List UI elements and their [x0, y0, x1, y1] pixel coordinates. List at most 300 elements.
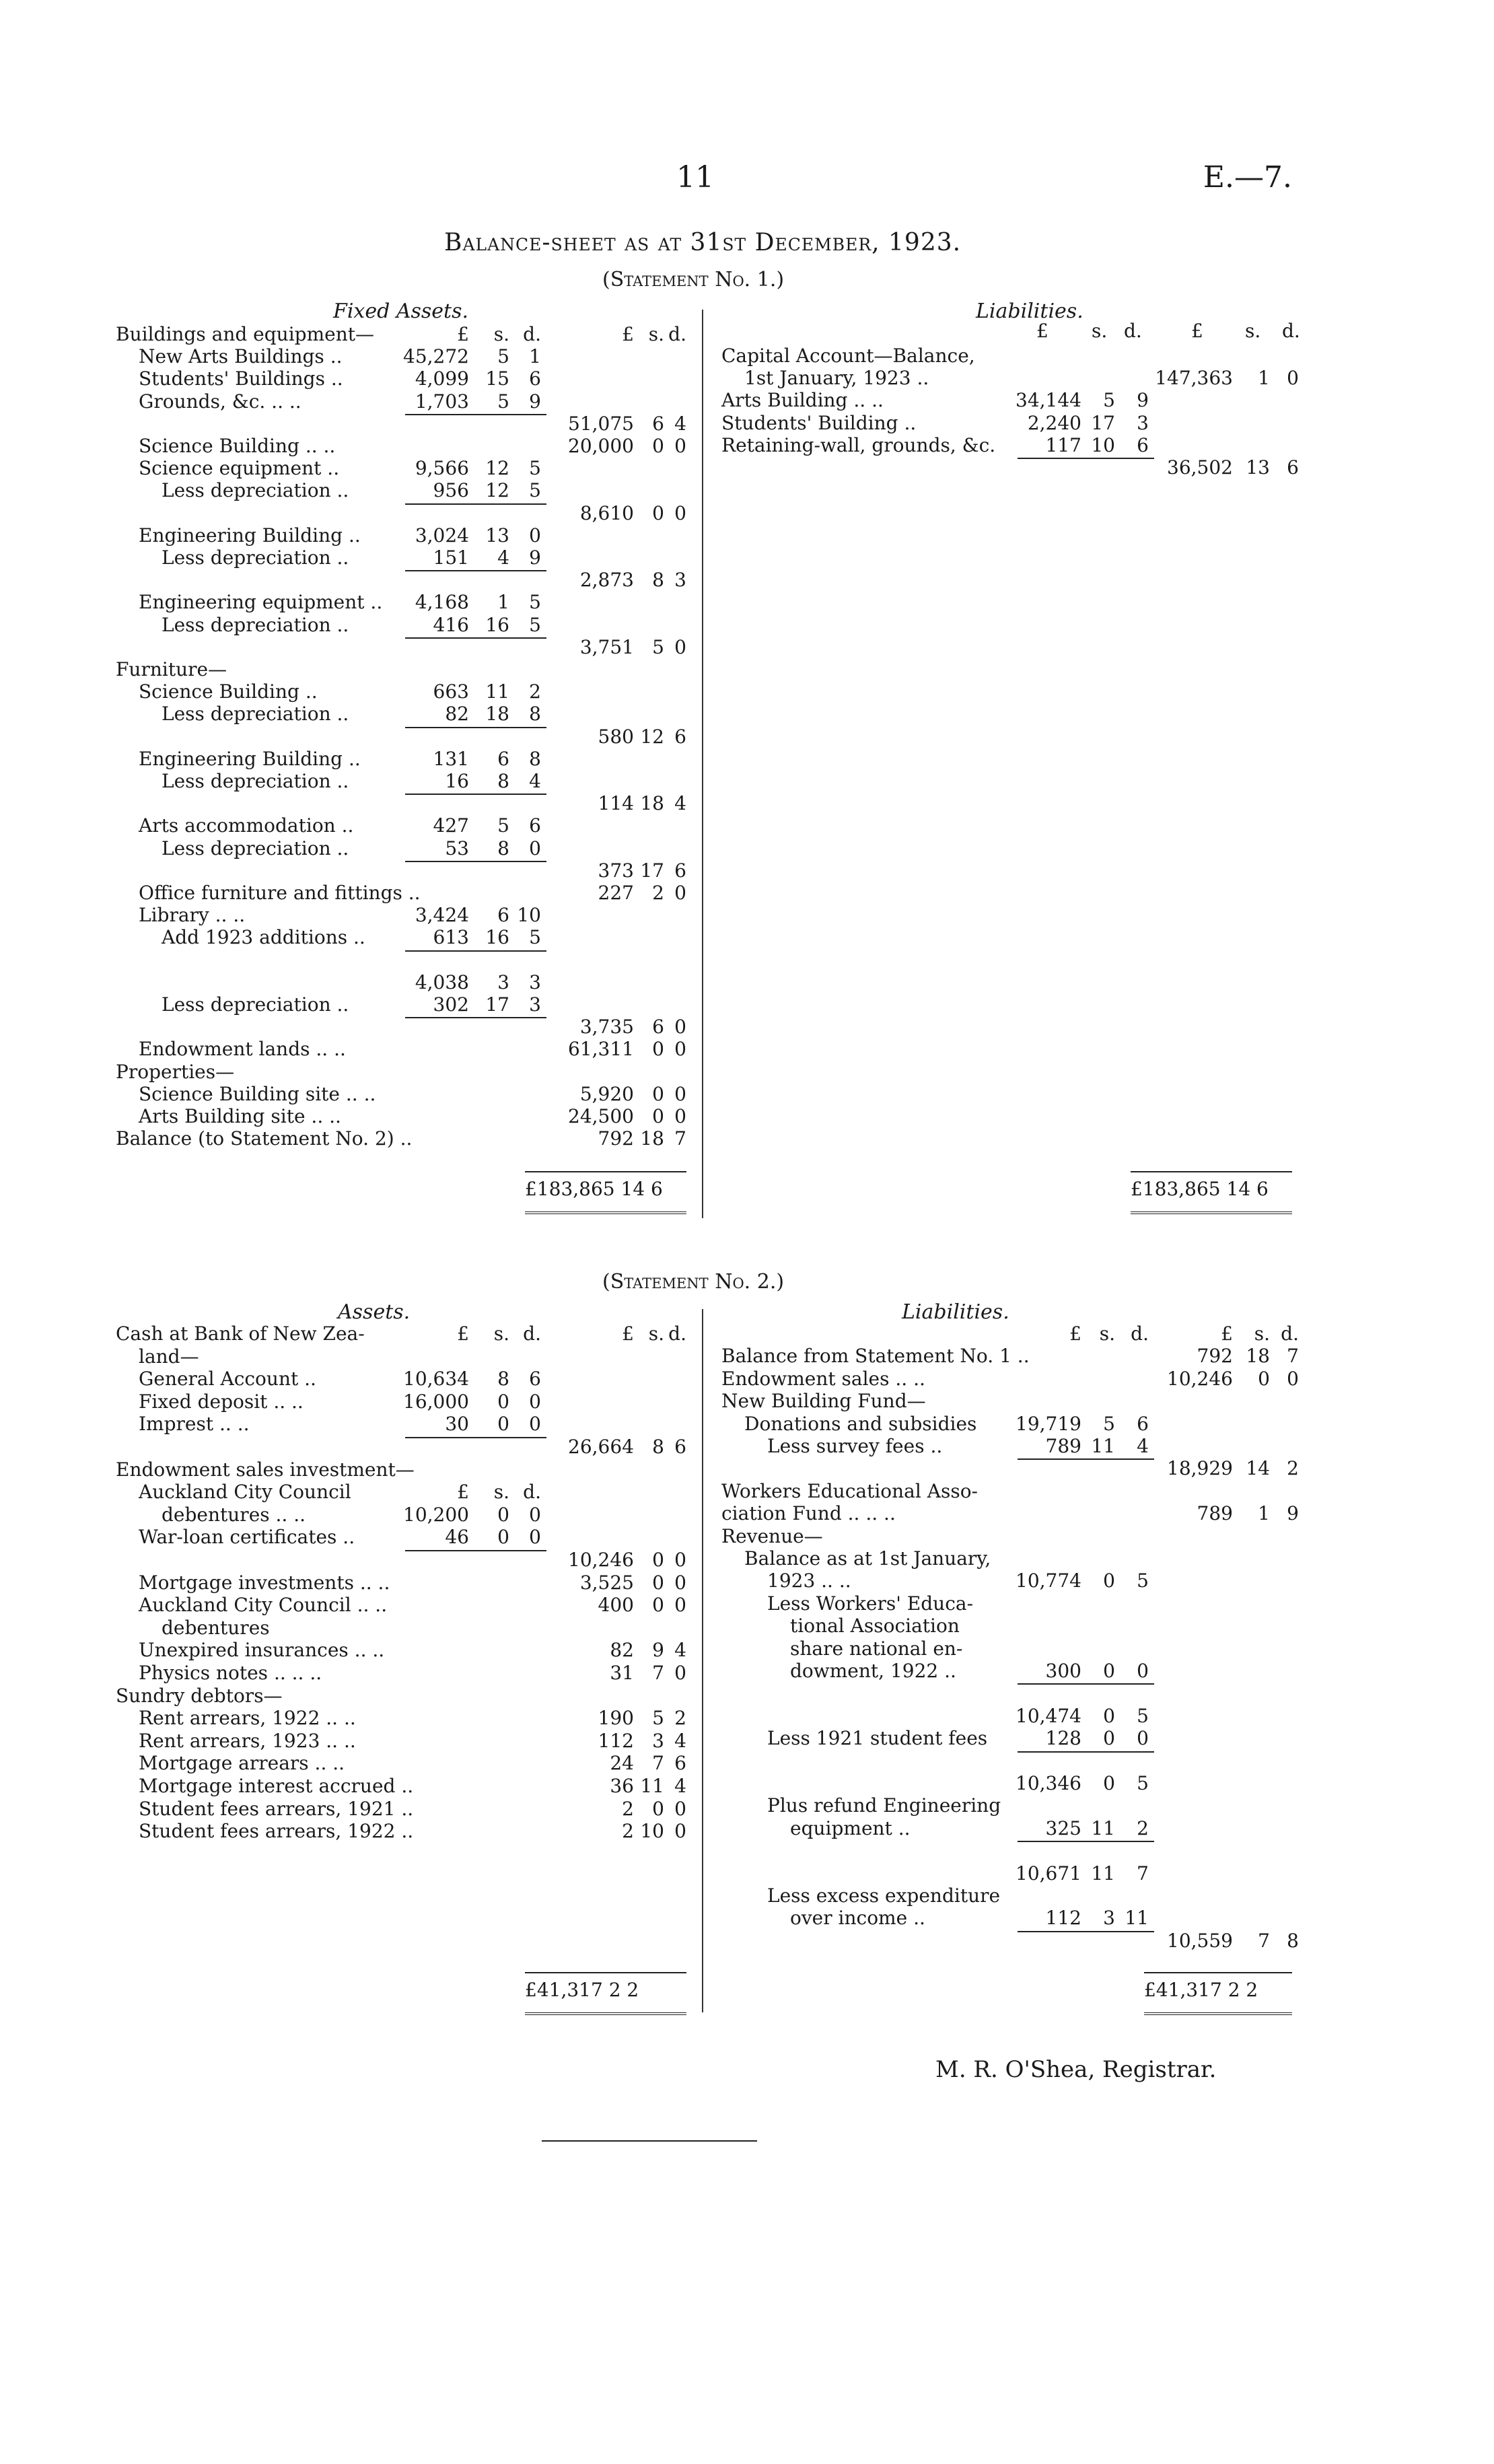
amount-pounds: 19,719	[1016, 1412, 1081, 1435]
ledger-row	[721, 1457, 1300, 1479]
amount-pence: 6	[529, 814, 541, 837]
amount-shillings: 0	[652, 1105, 664, 1127]
ledger-row	[116, 1639, 688, 1661]
amount-pounds: 4,168	[415, 591, 469, 614]
amount-shillings: 0	[497, 1413, 509, 1436]
amount-shillings: s.	[493, 1481, 509, 1504]
row-label: New Arts Buildings ..	[139, 345, 343, 368]
amount-pence: 6	[674, 1436, 686, 1458]
amount-shillings: s.	[1254, 1323, 1270, 1345]
cur-pound: £	[1036, 320, 1048, 342]
sum-rule	[1018, 1931, 1154, 1932]
row-label: Library .. ..	[139, 904, 246, 927]
ledger-row	[721, 1547, 1300, 1570]
ledger-row	[721, 1368, 1300, 1390]
row-label: Student fees arrears, 1922 ..	[139, 1820, 414, 1843]
amount-pounds: 792	[1197, 1345, 1233, 1368]
sum-rule	[405, 570, 546, 571]
row-label: Science equipment ..	[139, 457, 340, 480]
s1-assets-total-rule	[525, 1171, 686, 1172]
ledger-row	[116, 591, 688, 613]
row-label: Students' Building ..	[721, 411, 917, 434]
statement1-liabilities-caption: Liabilities.	[976, 300, 1083, 323]
amount-pounds: 82	[445, 703, 469, 726]
row-label: Rent arrears, 1922 .. ..	[139, 1707, 356, 1730]
cur-shilling-2: s.	[1245, 320, 1261, 342]
ledger-row	[116, 1707, 688, 1729]
row-label: ciation Fund .. .. ..	[721, 1502, 896, 1525]
amount-pounds: 373	[598, 859, 634, 882]
amount-pounds: 10,559	[1167, 1929, 1233, 1952]
amount-shillings: 18	[640, 792, 664, 815]
amount-pence: 2	[1287, 1457, 1299, 1480]
amount-pence: 7	[1287, 1345, 1299, 1368]
row-label: debentures .. ..	[162, 1503, 306, 1526]
amount-pence: 4	[674, 1729, 686, 1752]
row-label: Cash at Bank of New Zea-	[116, 1323, 365, 1345]
ledger-row	[116, 1061, 688, 1083]
ledger-row	[721, 1772, 1300, 1794]
amount-pence: 4	[674, 1639, 686, 1662]
amount-pence: 0	[674, 1594, 686, 1617]
statement2-divider	[702, 1309, 703, 2012]
amount-shillings: 11	[485, 680, 509, 703]
ledger-row	[116, 413, 688, 435]
amount-pounds: 112	[1045, 1907, 1081, 1930]
amount-pence: 1	[529, 345, 541, 368]
statement2-assets-caption: Assets.	[338, 1300, 411, 1324]
s1-liab-total-rule	[1131, 1171, 1292, 1172]
amount-shillings: s.	[648, 1323, 664, 1345]
amount-pounds: 4,099	[415, 367, 469, 390]
sum-rule	[405, 1550, 546, 1551]
amount-shillings: 5	[1103, 389, 1115, 412]
ledger-row	[721, 1705, 1300, 1727]
amount-shillings: 7	[652, 1752, 664, 1775]
amount-shillings: 17	[485, 993, 509, 1016]
amount-pence: 0	[529, 837, 541, 859]
amount-shillings: 3	[497, 971, 509, 993]
amount-shillings: s.	[1099, 1323, 1115, 1345]
row-label: dowment, 1922 ..	[790, 1660, 956, 1682]
amount-shillings: 0	[652, 1571, 664, 1594]
amount-shillings: 12	[485, 479, 509, 502]
amount-pence: 0	[674, 1016, 686, 1039]
amount-pounds: 46	[445, 1526, 469, 1549]
ledger-row	[116, 1526, 688, 1548]
amount-shillings: 7	[652, 1662, 664, 1684]
ledger-row	[721, 1592, 1300, 1615]
ledger-row	[116, 636, 688, 658]
ledger-row	[116, 1820, 688, 1842]
sum-rule	[1018, 1458, 1154, 1460]
amount-shillings: 2	[652, 882, 664, 904]
amount-pounds: 956	[433, 479, 469, 502]
amount-shillings: 6	[497, 747, 509, 770]
ledger-row	[721, 1345, 1300, 1367]
amount-pounds: 128	[1045, 1727, 1081, 1750]
amount-pence: 2	[1137, 1817, 1149, 1839]
amount-shillings: 0	[652, 1797, 664, 1820]
amount-pence: 0	[674, 1662, 686, 1684]
amount-pounds: 10,474	[1016, 1704, 1081, 1727]
amount-pence: 3	[674, 569, 686, 592]
row-label: Arts Building site .. ..	[139, 1105, 341, 1127]
ledger-row	[116, 1436, 688, 1458]
amount-shillings: 18	[1246, 1345, 1270, 1368]
sum-rule	[405, 950, 546, 952]
amount-pounds: 31	[610, 1662, 634, 1684]
amount-shillings: 5	[652, 1707, 664, 1730]
amount-pounds: 34,144	[1016, 389, 1081, 412]
amount-pence: 0	[674, 501, 686, 524]
sum-rule	[405, 637, 546, 639]
amount-pence: 11	[1125, 1907, 1149, 1930]
series-number: E.—7.	[1203, 160, 1292, 195]
amount-pence: 6	[529, 367, 541, 390]
amount-pounds: 3,751	[579, 635, 634, 658]
amount-shillings: 0	[1103, 1704, 1115, 1727]
ledger-row	[116, 1504, 688, 1526]
amount-pence: 6	[1137, 1412, 1149, 1435]
amount-pounds: 3,525	[579, 1571, 634, 1594]
row-label: Balance from Statement No. 1 ..	[721, 1345, 1030, 1368]
amount-shillings: 0	[497, 1526, 509, 1549]
amount-pence: 5	[529, 613, 541, 636]
amount-pence: d.	[523, 1481, 541, 1504]
ledger-row	[116, 569, 688, 591]
amount-shillings: 0	[497, 1503, 509, 1526]
amount-shillings: 18	[640, 1127, 664, 1150]
amount-pounds: £	[457, 1323, 469, 1345]
ledger-row	[116, 345, 688, 367]
ledger-row	[116, 1458, 688, 1481]
ledger-row	[721, 1839, 1300, 1862]
amount-pounds: 30	[445, 1413, 469, 1436]
s2-liab-total-dbl	[1144, 2012, 1292, 2015]
amount-pounds: 10,346	[1016, 1772, 1081, 1794]
amount-shillings: 1	[497, 591, 509, 614]
ledger-row	[721, 1817, 1300, 1839]
amount-pence: 6	[674, 725, 686, 748]
amount-pounds: 427	[433, 814, 469, 837]
row-label: Engineering equipment ..	[139, 591, 383, 614]
amount-pounds: 10,634	[403, 1368, 469, 1391]
row-label: Imprest .. ..	[139, 1413, 250, 1436]
sum-rule	[1018, 458, 1154, 459]
amount-pounds: 2,240	[1027, 411, 1081, 434]
ledger-row	[116, 1038, 688, 1060]
ledger-row	[721, 1862, 1300, 1885]
ledger-row	[116, 1016, 688, 1038]
row-label: War-loan certificates ..	[139, 1526, 355, 1549]
row-label: Capital Account—Balance,	[721, 345, 975, 367]
statement2-liab-total: £41,317 2 2	[1144, 1979, 1258, 2001]
amount-pence: 0	[529, 1390, 541, 1413]
ledger-row	[116, 390, 688, 413]
amount-pounds: 61,311	[568, 1038, 634, 1061]
sum-rule	[405, 861, 546, 862]
amount-pounds: 3,735	[579, 1016, 634, 1039]
amount-pounds: 8,610	[579, 501, 634, 524]
amount-pounds: 300	[1045, 1660, 1081, 1682]
amount-shillings: 14	[1246, 1457, 1270, 1480]
row-label: Balance (to Statement No. 2) ..	[116, 1127, 413, 1150]
amount-pence: 9	[529, 547, 541, 569]
amount-shillings: 0	[1103, 1727, 1115, 1750]
ledger-row	[721, 345, 1300, 367]
amount-pounds: 20,000	[568, 435, 634, 457]
row-label: over income ..	[790, 1907, 925, 1930]
amount-pounds: 4,038	[415, 971, 469, 993]
amount-shillings: 13	[1246, 456, 1270, 479]
ledger-row	[116, 837, 688, 859]
row-label: Mortgage interest accrued ..	[139, 1775, 414, 1797]
amount-pence: 6	[674, 859, 686, 882]
ledger-row	[721, 389, 1300, 411]
sum-rule	[405, 414, 546, 415]
amount-shillings: 0	[652, 501, 664, 524]
ledger-row	[721, 1435, 1300, 1457]
amount-shillings: 0	[652, 1038, 664, 1061]
amount-pounds: 9,566	[415, 457, 469, 480]
amount-pounds: 10,246	[568, 1549, 634, 1571]
amount-pence: 10	[517, 904, 541, 927]
row-label: equipment ..	[790, 1817, 911, 1839]
ledger-row	[116, 614, 688, 636]
amount-pounds: 45,272	[403, 345, 469, 368]
row-label: Less depreciation ..	[162, 837, 349, 859]
amount-shillings: 11	[1091, 1435, 1115, 1457]
amount-pounds: 789	[1045, 1435, 1081, 1457]
amount-pence: 0	[674, 1549, 686, 1571]
amount-shillings: 5	[497, 390, 509, 413]
row-label: Furniture—	[116, 658, 227, 680]
ledger-row	[116, 1083, 688, 1105]
row-label: Students' Buildings ..	[139, 367, 343, 390]
amount-pounds: 51,075	[568, 412, 634, 435]
amount-pounds: 792	[598, 1127, 634, 1150]
amount-pounds: 26,664	[568, 1436, 634, 1458]
amount-pence: 7	[674, 1127, 686, 1150]
statement1-liab-total: £183,865 14 6	[1131, 1178, 1269, 1200]
ledger-row	[721, 1907, 1300, 1929]
amount-pence: 0	[1287, 367, 1299, 390]
amount-pence: 5	[1137, 1704, 1149, 1727]
row-label: tional Association	[790, 1615, 960, 1638]
row-label: Less survey fees ..	[767, 1435, 943, 1457]
ledger-row	[721, 1323, 1300, 1345]
statement1-assets-caption: Fixed Assets.	[333, 300, 469, 323]
ledger-row	[116, 457, 688, 479]
amount-pounds: 2,873	[579, 569, 634, 592]
cur-pence: d.	[1124, 320, 1142, 342]
amount-pounds: 2	[622, 1820, 634, 1843]
ledger-row	[116, 1127, 688, 1150]
sum-rule	[405, 1017, 546, 1018]
amount-pence: 4	[1137, 1435, 1149, 1457]
s2-liab-total-rule	[1144, 1972, 1292, 1973]
row-label: Properties—	[116, 1060, 235, 1083]
amount-pence: 0	[674, 1082, 686, 1105]
amount-pence: 4	[674, 412, 686, 435]
amount-pence: 0	[674, 882, 686, 904]
amount-pence: 0	[1137, 1727, 1149, 1750]
amount-shillings: 10	[1091, 433, 1115, 456]
amount-pence: 8	[529, 703, 541, 726]
amount-pence: 3	[529, 971, 541, 993]
ledger-row	[721, 1615, 1300, 1637]
amount-shillings: 5	[497, 814, 509, 837]
amount-shillings: 6	[652, 412, 664, 435]
ledger-row	[721, 1930, 1300, 1952]
ledger-row	[721, 434, 1300, 456]
row-label: Office furniture and fittings ..	[139, 882, 421, 904]
amount-pounds: 10,671	[1016, 1862, 1081, 1885]
amount-shillings: 17	[640, 859, 664, 882]
ledger-row	[116, 680, 688, 703]
ledger-row	[116, 1323, 688, 1345]
amount-shillings: 8	[652, 1436, 664, 1458]
amount-pence: 0	[529, 1526, 541, 1549]
amount-pence: 0	[674, 1105, 686, 1127]
ledger-row	[721, 1660, 1300, 1682]
amount-pounds: 151	[433, 547, 469, 569]
ledger-row	[721, 1794, 1300, 1817]
sum-rule	[1018, 1751, 1154, 1753]
amount-pounds: 112	[598, 1729, 634, 1752]
ledger-row	[116, 971, 688, 993]
amount-pounds: 302	[433, 993, 469, 1016]
amount-shillings: 11	[1091, 1817, 1115, 1839]
ledger-row	[116, 1345, 688, 1368]
amount-pounds: £	[1069, 1323, 1081, 1345]
amount-pence: 5	[529, 479, 541, 502]
ledger-row	[116, 1752, 688, 1774]
row-label: Endowment sales .. ..	[721, 1367, 925, 1390]
ledger-row	[116, 1481, 688, 1503]
amount-pence: 4	[529, 770, 541, 792]
ledger-row	[721, 456, 1300, 479]
amount-pence: 7	[1137, 1862, 1149, 1885]
amount-pence: 0	[674, 1820, 686, 1843]
ledger-row	[116, 1413, 688, 1435]
cur-pound-2: £	[1191, 320, 1203, 342]
row-label: Less depreciation ..	[162, 613, 349, 636]
row-label: Less depreciation ..	[162, 479, 349, 502]
amount-pounds: £	[622, 1323, 634, 1345]
amount-shillings: 3	[1103, 1907, 1115, 1930]
amount-pounds: 36	[610, 1775, 634, 1797]
amount-pounds: 24,500	[568, 1105, 634, 1127]
amount-shillings: 11	[1091, 1862, 1115, 1885]
amount-pence: 8	[529, 747, 541, 770]
amount-pounds: 10,774	[1016, 1570, 1081, 1592]
amount-pounds: 16	[445, 770, 469, 792]
statement1-subtitle: (Statement No. 1.)	[602, 268, 785, 291]
row-label: Less depreciation ..	[162, 547, 349, 569]
ledger-row	[116, 1572, 688, 1594]
amount-shillings: 6	[497, 904, 509, 927]
ledger-row	[116, 1685, 688, 1707]
amount-pence: 0	[674, 435, 686, 457]
amount-pence: d.	[523, 323, 541, 345]
ledger-row	[721, 1525, 1300, 1547]
amount-shillings: 11	[640, 1775, 664, 1797]
ledger-row	[116, 770, 688, 792]
amount-pounds: 325	[1045, 1817, 1081, 1839]
amount-pounds: £	[457, 323, 469, 345]
amount-pence: 3	[529, 993, 541, 1016]
amount-shillings: 7	[1258, 1929, 1270, 1952]
ledger-row	[116, 1391, 688, 1413]
ledger-row	[116, 882, 688, 904]
row-label: Engineering Building ..	[139, 747, 361, 770]
amount-pounds: 147,363	[1155, 367, 1233, 390]
amount-pence: 0	[529, 524, 541, 547]
amount-shillings: 8	[497, 1368, 509, 1391]
row-label: Arts accommodation ..	[139, 814, 354, 837]
amount-pence: 6	[529, 1368, 541, 1391]
ledger-row	[116, 323, 688, 345]
amount-pounds: 400	[598, 1594, 634, 1617]
amount-pounds: 36,502	[1167, 456, 1233, 479]
row-label: Engineering Building ..	[139, 524, 361, 547]
ledger-row	[116, 1730, 688, 1752]
amount-pence: 5	[1137, 1570, 1149, 1592]
amount-pence: d.	[1281, 1323, 1299, 1345]
row-label: land—	[139, 1345, 199, 1368]
amount-pence: 5	[529, 457, 541, 480]
sum-rule	[405, 503, 546, 505]
row-label: 1st January, 1923 ..	[744, 367, 929, 390]
row-label: Less 1921 student fees	[767, 1727, 988, 1750]
amount-pounds: 53	[445, 837, 469, 859]
amount-pounds: 131	[433, 747, 469, 770]
row-label: Less excess expenditure	[767, 1885, 1001, 1907]
amount-shillings: 5	[497, 345, 509, 368]
row-label: Unexpired insurances .. ..	[139, 1639, 385, 1662]
s2-assets-total-dbl	[525, 2012, 686, 2015]
row-label: Grounds, &c. .. ..	[139, 390, 301, 413]
row-label: General Account ..	[139, 1368, 316, 1391]
amount-pounds: 82	[610, 1639, 634, 1662]
row-label: Physics notes .. .. ..	[139, 1662, 322, 1684]
row-label: Mortgage arrears .. ..	[139, 1752, 345, 1775]
row-label: Endowment sales investment—	[116, 1458, 415, 1481]
row-label: debentures	[162, 1616, 270, 1639]
row-label: Donations and subsidies	[744, 1412, 977, 1435]
ledger-row	[116, 1617, 688, 1639]
row-label: Auckland City Council	[139, 1481, 351, 1504]
amount-shillings: 16	[485, 926, 509, 949]
ledger-row	[116, 792, 688, 814]
amount-shillings: 0	[1103, 1570, 1115, 1592]
amount-shillings: 8	[497, 770, 509, 792]
amount-shillings: 12	[485, 457, 509, 480]
amount-pence: 9	[1137, 389, 1149, 412]
amount-pence: 9	[529, 390, 541, 413]
cur-pence-2: d.	[1282, 320, 1300, 342]
amount-shillings: 0	[1103, 1772, 1115, 1794]
amount-shillings: 10	[640, 1820, 664, 1843]
cur-shilling: s.	[1092, 320, 1108, 342]
ledger-row	[116, 367, 688, 390]
amount-shillings: 12	[640, 725, 664, 748]
amount-shillings: 0	[1103, 1660, 1115, 1682]
amount-shillings: 0	[1258, 1367, 1270, 1390]
statement1-title: Balance-sheet as at 31st December, 1923.	[444, 229, 962, 256]
